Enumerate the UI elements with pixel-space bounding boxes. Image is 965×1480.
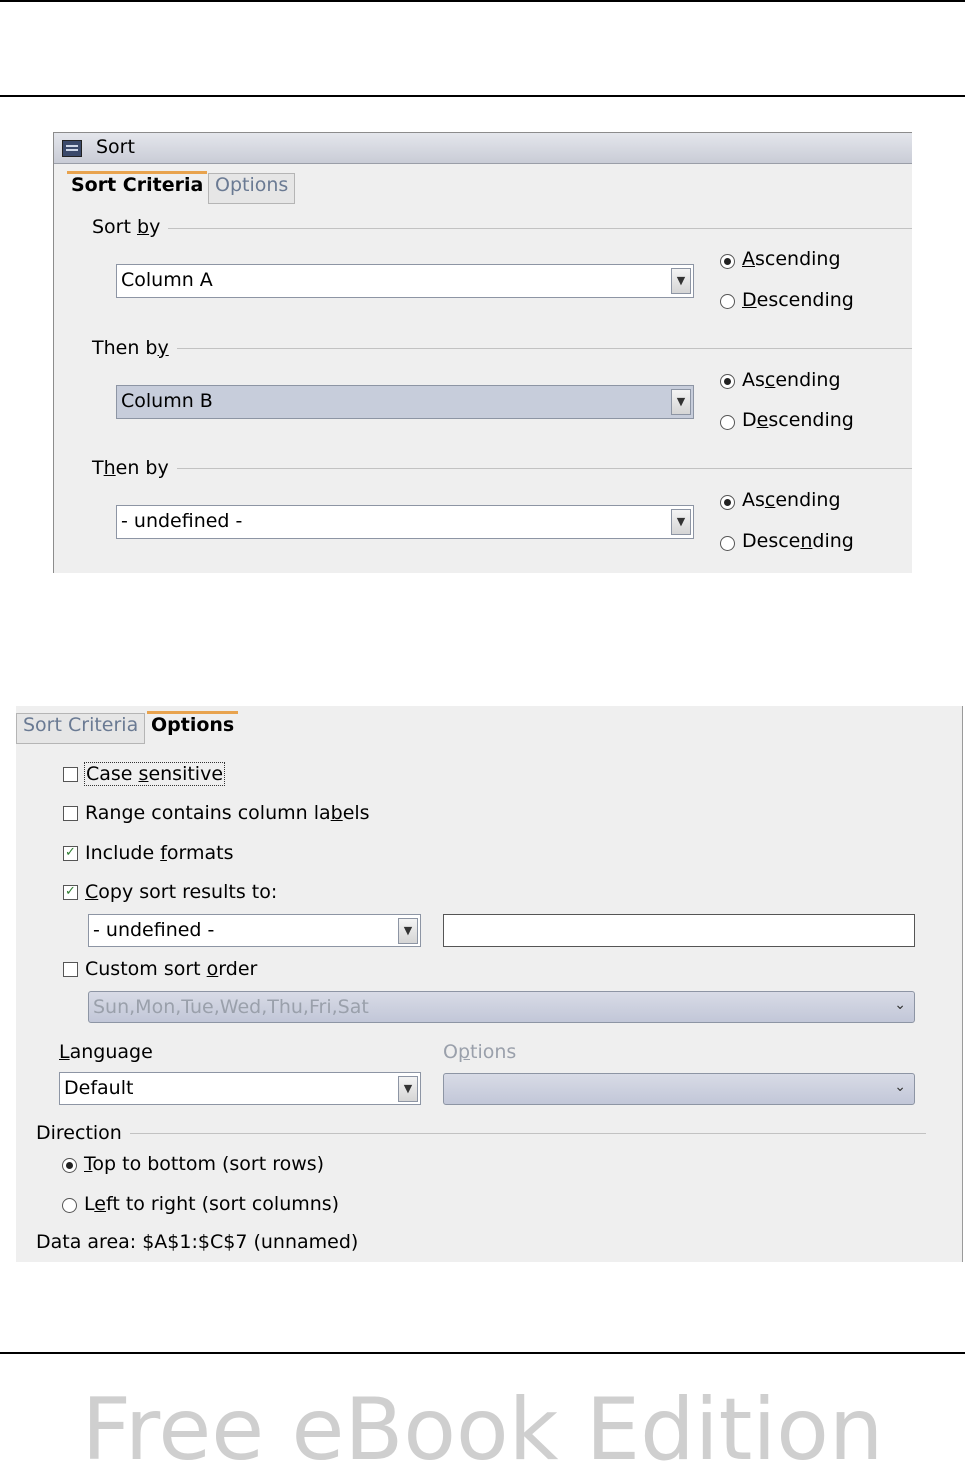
data-area-text: Data area: $A$1:$C$7 (unnamed) <box>36 1231 359 1253</box>
custom-order-select[interactable] <box>88 991 915 1023</box>
section-divider <box>126 1133 926 1134</box>
custom-order-checkbox[interactable] <box>63 962 78 977</box>
ascending-1-label[interactable]: Ascending <box>742 248 841 270</box>
language-label: Language <box>59 1041 153 1063</box>
ascending-2-radio[interactable] <box>720 374 735 389</box>
chevron-down-icon[interactable]: ▼ <box>398 918 418 944</box>
descending-2-label[interactable]: Descending <box>742 409 854 431</box>
copy-results-checkbox[interactable]: ✓ <box>63 885 78 900</box>
descending-1-label[interactable]: Descending <box>742 289 854 311</box>
ascending-3-label[interactable]: Ascending <box>742 489 841 511</box>
app-icon <box>62 140 82 157</box>
include-formats-checkbox[interactable]: ✓ <box>63 846 78 861</box>
descending-3-label[interactable]: Descending <box>742 530 854 552</box>
chevron-down-icon[interactable]: ▼ <box>671 389 691 415</box>
direction-label: Direction <box>36 1122 130 1144</box>
top-rule <box>0 0 965 2</box>
tab-options[interactable]: Options <box>208 173 295 204</box>
sort-key-2-select[interactable] <box>116 385 694 419</box>
section-divider <box>164 348 912 349</box>
top-to-bottom-label[interactable]: Top to bottom (sort rows) <box>84 1153 325 1175</box>
include-formats-label[interactable]: Include formats <box>85 842 234 864</box>
range-labels-label[interactable]: Range contains column labels <box>85 802 370 824</box>
footer-rule <box>0 1352 965 1354</box>
copy-target-value: - undefined - <box>93 919 215 941</box>
left-to-right-label[interactable]: Left to right (sort columns) <box>84 1193 340 1215</box>
chevron-down-icon: ⌄ <box>894 1079 906 1095</box>
copy-target-select[interactable] <box>88 914 421 947</box>
left-to-right-radio[interactable] <box>62 1198 77 1213</box>
range-labels-checkbox[interactable] <box>63 806 78 821</box>
sort-key-3-value: - undefined - <box>121 510 243 532</box>
copy-target-input[interactable] <box>443 914 915 947</box>
sort-key-1-value: Column A <box>121 269 213 291</box>
case-sensitive-checkbox[interactable] <box>63 767 78 782</box>
then-by-1-label: Then by <box>92 337 177 359</box>
sort-by-label: Sort by <box>92 216 168 238</box>
title-bar <box>54 133 912 164</box>
chevron-down-icon[interactable]: ▼ <box>671 268 691 294</box>
sort-dialog-options <box>16 706 963 1262</box>
header-rule <box>0 95 965 97</box>
chevron-down-icon: ⌄ <box>894 997 906 1013</box>
custom-order-value: Sun,Mon,Tue,Wed,Thu,Fri,Sat <box>93 996 369 1018</box>
language-value: Default <box>64 1077 134 1099</box>
tab-options[interactable]: Options <box>147 711 238 743</box>
chevron-down-icon[interactable]: ▼ <box>671 509 691 535</box>
section-divider <box>164 228 912 229</box>
case-sensitive-label[interactable]: Case sensitive <box>86 763 224 785</box>
ascending-2-label[interactable]: Ascending <box>742 369 841 391</box>
sort-key-3-select[interactable] <box>116 505 694 539</box>
copy-results-label[interactable]: Copy sort results to: <box>85 881 278 903</box>
top-to-bottom-radio[interactable] <box>62 1158 77 1173</box>
ascending-1-radio[interactable] <box>720 254 735 269</box>
sort-dialog-criteria <box>53 132 912 573</box>
options-select[interactable] <box>443 1073 915 1105</box>
options-label: Options <box>443 1041 517 1063</box>
section-divider <box>164 468 912 469</box>
chevron-down-icon[interactable]: ▼ <box>398 1076 418 1102</box>
custom-order-label[interactable]: Custom sort order <box>85 958 258 980</box>
tab-sort-criteria[interactable]: Sort Criteria <box>67 171 207 203</box>
language-select[interactable] <box>59 1072 421 1105</box>
descending-2-radio[interactable] <box>720 415 735 430</box>
descending-3-radio[interactable] <box>720 536 735 551</box>
tab-sort-criteria[interactable]: Sort Criteria <box>16 713 145 744</box>
sort-key-2-value: Column B <box>121 390 213 412</box>
watermark: Free eBook Edition <box>81 1380 884 1480</box>
sort-key-1-select[interactable] <box>116 264 694 298</box>
then-by-2-label: Then by <box>92 457 177 479</box>
window-title: Sort <box>96 136 135 158</box>
ascending-3-radio[interactable] <box>720 495 735 510</box>
descending-1-radio[interactable] <box>720 294 735 309</box>
